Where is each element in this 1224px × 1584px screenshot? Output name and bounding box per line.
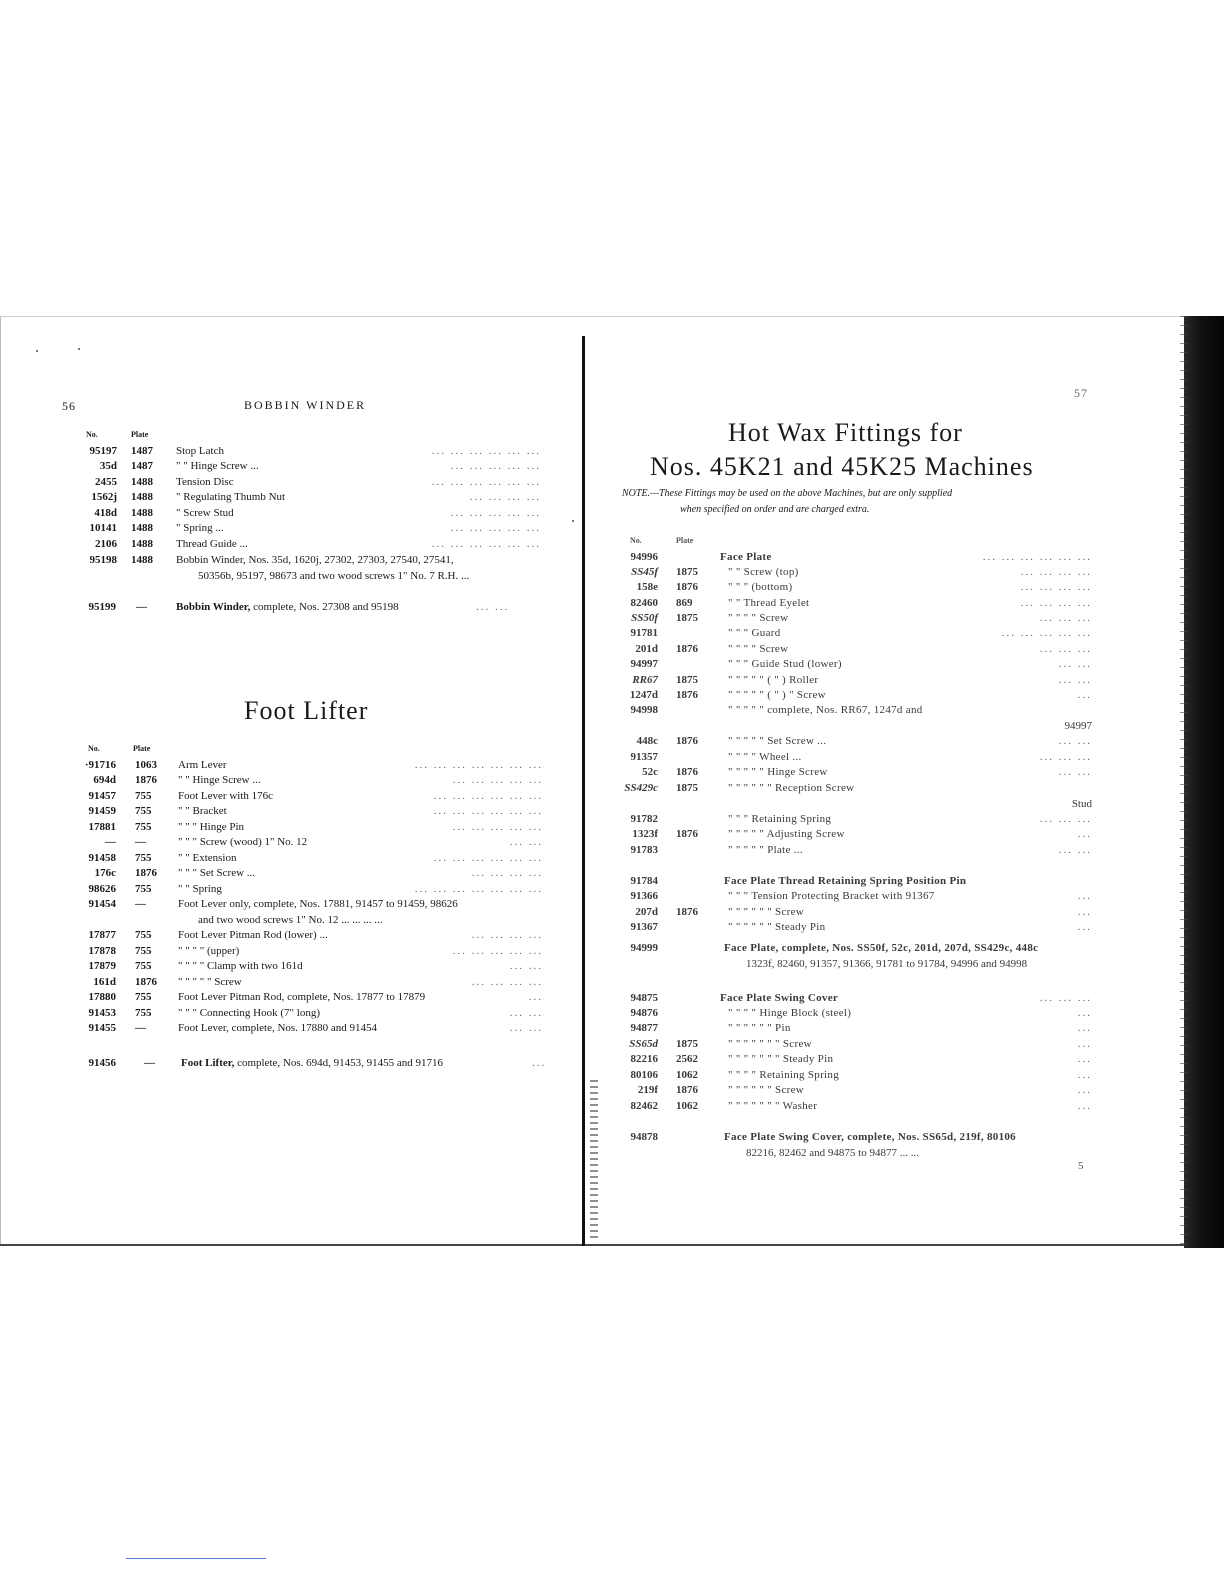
plate-no: 1487 <box>131 460 153 472</box>
part-desc: " " " " " " " Steady Pin <box>728 1053 834 1065</box>
part-no: ·91716 <box>84 759 116 771</box>
part-no: 98626 <box>88 883 116 895</box>
leader-dots: ... <box>1077 1038 1092 1050</box>
part-desc: " " " " " Plate ... <box>728 844 803 856</box>
leader-dots: ... <box>1077 689 1092 701</box>
part-no: 17878 <box>88 945 116 957</box>
part-desc: Thread Guide ... <box>176 538 248 550</box>
part-desc: " " " Guard <box>728 627 781 639</box>
part-desc: Bobbin Winder, Nos. 35d, 1620j, 27302, 27303, 27540, 27541, <box>176 554 454 566</box>
table-row <box>0 1068 1180 1083</box>
leader-dots: ... ... ... <box>1039 612 1092 624</box>
table-row <box>0 1083 1180 1098</box>
part-desc: Stop Latch <box>176 445 224 457</box>
table-row <box>0 1006 1180 1021</box>
plate-no: 1876 <box>135 774 157 786</box>
plate-no: 755 <box>135 1007 152 1019</box>
table-row <box>0 734 1180 749</box>
leader-dots: ... <box>1077 1007 1092 1019</box>
part-desc-bold: Foot Lifter, <box>181 1057 235 1069</box>
part-desc-continued: 82216, 82462 and 94875 to 94877 ... ... <box>746 1147 919 1159</box>
plate-no: 869 <box>676 597 693 609</box>
table-row <box>0 1021 1180 1036</box>
part-no: 201d <box>635 643 658 655</box>
leader-dots: ... ... <box>509 1022 543 1034</box>
leader-dots: ... <box>1077 921 1092 933</box>
part-no: 1562j <box>91 491 117 503</box>
part-desc-continued: 1323f, 82460, 91357, 91366, 91781 to 91784, 94996 and 94998 <box>746 958 1028 970</box>
plate-no: 1488 <box>131 491 153 503</box>
part-desc: Foot Lever Pitman Rod (lower) ... <box>178 929 328 941</box>
part-desc: Face Plate Swing Cover, complete, Nos. SS65d, 219f, 80106 <box>724 1131 1016 1143</box>
leader-dots: ... ... ... ... ... <box>450 522 541 534</box>
part-no: 694d <box>93 774 116 786</box>
part-desc: " " " Set Screw ... <box>178 867 256 879</box>
col-header-no: No. <box>86 430 98 439</box>
table-row <box>0 781 1180 810</box>
part-desc: " " Extension <box>178 852 237 864</box>
table-row <box>0 1037 1180 1052</box>
leader-dots: ... <box>1077 1022 1092 1034</box>
leader-dots: ... ... ... ... ... ... <box>431 538 541 550</box>
part-no: SS45f <box>631 566 658 578</box>
part-no: 17877 <box>88 929 116 941</box>
table-row <box>0 843 1180 858</box>
col-header-plate: Plate <box>131 430 149 439</box>
leader-dots: ... ... ... ... <box>471 929 543 941</box>
leader-dots: ... ... ... ... ... ... <box>431 445 541 457</box>
part-no: 94878 <box>630 1131 658 1143</box>
part-desc-continued: 50356b, 95197, 98673 and two wood screws 1" No. 7 R.H. ... <box>198 570 470 582</box>
part-no: 1247d <box>629 689 658 701</box>
hot-wax-title-line1: Hot Wax Fittings for <box>728 418 963 447</box>
plate-no: 1876 <box>135 976 157 988</box>
part-no: 91453 <box>88 1007 116 1019</box>
part-desc: " " " " Hinge Block (steel) <box>728 1007 852 1019</box>
part-desc: " " Hinge Screw ... <box>176 460 259 472</box>
plate-no: 755 <box>135 883 152 895</box>
part-no: 82460 <box>630 597 658 609</box>
table-row <box>0 991 1180 1006</box>
leader-dots: ... ... ... ... ... <box>450 460 541 472</box>
part-no: 94997 <box>630 658 658 670</box>
part-desc-continued: Stud <box>1071 798 1092 810</box>
part-no: 94999 <box>630 942 658 954</box>
part-desc: " " " Guide Stud (lower) <box>728 658 842 670</box>
leader-dots: ... ... ... ... <box>471 976 543 988</box>
plate-no: — <box>135 836 146 848</box>
leader-dots: ... ... ... ... <box>1020 597 1092 609</box>
leader-dots: ... ... <box>1058 674 1092 686</box>
table-row <box>0 812 1180 827</box>
speck <box>36 350 38 352</box>
plate-no: 1875 <box>676 674 698 686</box>
leader-dots: ... ... ... <box>1039 992 1092 1004</box>
part-desc: Face Plate <box>720 551 772 563</box>
leader-dots: ... ... ... ... ... <box>1001 627 1092 639</box>
part-desc: Foot Lever only, complete, Nos. 17881, 91457 to 91459, 98626 <box>178 898 458 910</box>
leader-dots: ... ... <box>476 601 510 613</box>
part-desc-continued: 94997 <box>1064 720 1092 732</box>
table-row <box>0 920 1180 935</box>
part-no: 91459 <box>88 805 116 817</box>
table-row <box>0 905 1180 920</box>
part-no: 52c <box>642 766 658 778</box>
part-no: 2106 <box>95 538 117 550</box>
scan-edge-specks <box>1180 316 1188 1248</box>
table-row <box>0 874 1180 889</box>
part-desc: " " " " " " Screw <box>728 906 805 918</box>
part-desc: complete, Nos. 27308 and 95198 <box>250 601 399 613</box>
plate-no: 755 <box>135 991 152 1003</box>
part-no: 82462 <box>630 1100 658 1112</box>
plate-no: 1876 <box>676 906 698 918</box>
part-desc: Face Plate, complete, Nos. SS50f, 52c, 201d, 207d, SS429c, 448c <box>724 942 1039 954</box>
plate-no: 1488 <box>131 554 153 566</box>
part-desc: " " Hinge Screw ... <box>178 774 261 786</box>
plate-no: 1062 <box>676 1100 698 1112</box>
col-header-no: No. <box>88 744 100 753</box>
leader-dots: ... <box>1077 1053 1092 1065</box>
table-row <box>0 642 1180 657</box>
plate-no: — <box>135 898 146 910</box>
table-row <box>0 490 580 505</box>
part-desc: Face Plate Swing Cover <box>720 992 839 1004</box>
leader-dots: ... <box>1077 890 1092 902</box>
part-desc: Foot Lever with 176c <box>178 790 274 802</box>
part-no: 158e <box>636 581 658 593</box>
part-desc: " " " " " Adjusting Screw <box>728 828 845 840</box>
right-page-number: 57 <box>1074 386 1088 400</box>
plate-no: 755 <box>135 821 152 833</box>
part-no: 2455 <box>95 476 117 488</box>
part-desc: " " " " " ( " ) Roller <box>728 674 819 686</box>
part-desc: " " " " " " Reception Screw <box>728 782 855 794</box>
leader-dots: ... <box>1077 828 1092 840</box>
plate-no: 1876 <box>676 828 698 840</box>
part-no: 17880 <box>88 991 116 1003</box>
part-desc: " " " (bottom) <box>728 581 793 593</box>
table-row <box>0 688 1180 703</box>
part-desc: " " " " " " Screw <box>728 1084 805 1096</box>
part-desc: " " " " " " " Screw <box>728 1038 812 1050</box>
part-no: 10141 <box>89 522 117 534</box>
part-no: 91457 <box>88 790 116 802</box>
part-desc: " " Thread Eyelet <box>728 597 810 609</box>
leader-dots: ... ... ... ... ... ... <box>433 852 543 864</box>
leader-dots: ... ... ... ... ... <box>452 821 543 833</box>
part-no: 95199 <box>88 601 116 613</box>
leader-dots: ... ... ... ... <box>469 491 541 503</box>
plate-no: 1876 <box>676 643 698 655</box>
leader-dots: ... ... ... ... ... ... <box>433 790 543 802</box>
part-desc: " " " " Clamp with two 161d <box>178 960 303 972</box>
part-no: 91781 <box>630 627 658 639</box>
part-no: 448c <box>636 735 658 747</box>
hot-wax-title-line2: Nos. 45K21 and 45K25 Machines <box>650 452 1034 481</box>
part-no: 94877 <box>630 1022 658 1034</box>
part-no: 94998 <box>630 704 658 716</box>
part-no: SS429c <box>624 782 658 794</box>
part-no: 35d <box>99 460 117 472</box>
leader-dots: ... <box>528 991 543 1003</box>
plate-no: 755 <box>135 960 152 972</box>
table-row <box>0 1099 1180 1114</box>
part-desc: Tension Disc <box>176 476 234 488</box>
part-no: 418d <box>94 507 117 519</box>
plate-no: — <box>136 601 147 613</box>
plate-no: 1876 <box>676 689 698 701</box>
part-desc-bold: Bobbin Winder, <box>176 601 251 613</box>
part-desc: " " " " " ( " ) " Screw <box>728 689 826 701</box>
left-running-head: BOBBIN WINDER <box>244 398 367 412</box>
part-no: 17881 <box>88 821 116 833</box>
plate-no: 1063 <box>135 759 157 771</box>
part-no: 91784 <box>630 875 658 887</box>
part-desc: " Screw Stud <box>176 507 234 519</box>
speck <box>78 348 80 350</box>
plate-no: 1875 <box>676 782 698 794</box>
leader-dots: ... ... ... ... ... ... <box>433 805 543 817</box>
part-no: 176c <box>94 867 116 879</box>
part-desc: " Regulating Thumb Nut <box>176 491 286 503</box>
leader-dots: ... ... <box>1058 844 1092 856</box>
part-no: 91456 <box>88 1057 116 1069</box>
part-desc: " " " Retaining Spring <box>728 813 832 825</box>
leader-dots: ... ... ... ... ... <box>452 945 543 957</box>
table-row <box>0 521 580 536</box>
part-no: 219f <box>637 1084 658 1096</box>
leader-dots: ... ... ... ... ... <box>450 507 541 519</box>
part-no: 91367 <box>630 921 658 933</box>
part-desc: " " " " Screw <box>728 643 789 655</box>
leader-dots: ... ... ... ... <box>1020 566 1092 578</box>
part-no: 82216 <box>630 1053 658 1065</box>
part-desc: " " " " Wheel ... <box>728 751 802 763</box>
part-desc: Arm Lever <box>178 759 227 771</box>
table-row <box>0 506 580 521</box>
part-no: RR67 <box>632 674 658 686</box>
part-no: SS65d <box>629 1038 658 1050</box>
leader-dots: ... <box>1077 1069 1092 1081</box>
table-row <box>0 596 1180 611</box>
part-no: 1323f <box>632 828 658 840</box>
table-row <box>0 889 1180 904</box>
leader-dots: ... ... <box>509 960 543 972</box>
leader-dots: ... ... ... ... ... ... ... <box>414 759 543 771</box>
leader-dots: ... ... ... ... ... ... ... <box>414 883 543 895</box>
table-row <box>0 626 1180 641</box>
plate-no: 1875 <box>676 1038 698 1050</box>
leader-dots: ... ... ... ... <box>1020 581 1092 593</box>
table-row <box>0 975 580 990</box>
part-desc: Foot Lever, complete, Nos. 17880 and 91454 <box>178 1022 378 1034</box>
part-desc: Foot Lever Pitman Rod, complete, Nos. 17877 to 17879 <box>178 991 426 1003</box>
plate-no: 1488 <box>131 476 153 488</box>
signature-mark: 5 <box>1078 1160 1084 1172</box>
part-desc: " " " Screw (wood) 1" No. 12 <box>178 836 308 848</box>
part-no: 91454 <box>88 898 116 910</box>
table-row <box>0 459 580 474</box>
part-desc: " " " " " " Pin <box>728 1022 791 1034</box>
part-desc: " " Bracket <box>178 805 227 817</box>
leader-dots: ... ... <box>1058 658 1092 670</box>
table-row <box>0 475 580 490</box>
plate-no: 1876 <box>676 581 698 593</box>
table-row <box>0 827 1180 842</box>
note-line1: NOTE.—These Fittings may be used on the above Machines, but are only supplied <box>622 488 953 499</box>
plate-no: 755 <box>135 805 152 817</box>
part-no: 17879 <box>88 960 116 972</box>
part-desc: " " " " Retaining Spring <box>728 1069 840 1081</box>
plate-no: 1876 <box>676 1084 698 1096</box>
part-desc: complete, Nos. 694d, 91453, 91455 and 91716 <box>234 1057 444 1069</box>
part-desc: " " " " " Hinge Screw <box>728 766 828 778</box>
plate-no: 2562 <box>676 1053 698 1065</box>
part-desc: " Spring ... <box>176 522 224 534</box>
table-row <box>0 673 1180 688</box>
part-no: 91458 <box>88 852 116 864</box>
part-desc: " " " " " complete, Nos. RR67, 1247d and <box>728 704 923 716</box>
leader-dots: ... <box>1077 1084 1092 1096</box>
part-desc: " " " " (upper) <box>178 945 240 957</box>
part-desc: " " " " " Screw <box>178 976 242 988</box>
part-desc: " " " Hinge Pin <box>178 821 245 833</box>
leader-dots: ... <box>1077 1100 1092 1112</box>
leader-dots: ... ... ... <box>1039 751 1092 763</box>
table-row <box>0 1052 1180 1067</box>
plate-no: 755 <box>135 945 152 957</box>
part-no: 161d <box>93 976 116 988</box>
plate-no: 755 <box>135 852 152 864</box>
table-row <box>0 657 1180 672</box>
left-page-number: 56 <box>62 399 76 413</box>
foot-lifter-title: Foot Lifter <box>244 696 369 725</box>
part-no: 80106 <box>630 1069 658 1081</box>
table-row <box>0 550 1180 565</box>
part-no: SS50f <box>631 612 658 624</box>
leader-dots: ... ... ... ... <box>471 867 543 879</box>
part-no: — <box>105 836 116 848</box>
plate-no: 1876 <box>135 867 157 879</box>
leader-dots: ... ... <box>1058 735 1092 747</box>
plate-no: 1876 <box>676 766 698 778</box>
part-desc: " " " Connecting Hook (7" long) <box>178 1007 321 1019</box>
part-no: 91366 <box>630 890 658 902</box>
table-row <box>0 703 1180 732</box>
part-no: 95197 <box>89 445 117 457</box>
part-desc: " " " " " " " Washer <box>728 1100 818 1112</box>
table-row <box>0 611 1180 626</box>
table-row <box>0 959 580 974</box>
col-header-no: No. <box>630 536 642 545</box>
scan-bottom-edge <box>0 1244 1210 1246</box>
plate-no: 1487 <box>131 445 153 457</box>
plate-no: 1875 <box>676 612 698 624</box>
leader-dots: ... ... ... ... ... ... <box>982 551 1092 563</box>
plate-no: 755 <box>135 929 152 941</box>
part-no: 94875 <box>630 992 658 1004</box>
table-row <box>0 444 580 459</box>
leader-dots: ... ... <box>509 836 543 848</box>
table-row <box>0 1130 1180 1159</box>
leader-dots: ... ... ... ... ... <box>452 774 543 786</box>
blue-underline-mark <box>126 1558 266 1559</box>
part-no: 91783 <box>630 844 658 856</box>
plate-no: 1062 <box>676 1069 698 1081</box>
part-desc: Face Plate Thread Retaining Spring Position Pin <box>724 875 967 887</box>
scan-top-edge <box>0 316 1190 317</box>
plate-no: 755 <box>135 790 152 802</box>
table-row <box>0 580 1180 595</box>
leader-dots: ... ... ... ... ... ... <box>431 476 541 488</box>
col-header-plate: Plate <box>676 536 694 545</box>
plate-no: 1876 <box>676 735 698 747</box>
part-desc: " " Screw (top) <box>728 566 799 578</box>
leader-dots: ... <box>532 1057 547 1069</box>
plate-no: 1875 <box>676 566 698 578</box>
plate-no: 1488 <box>131 507 153 519</box>
part-no: 91782 <box>630 813 658 825</box>
leader-dots: ... <box>1077 906 1092 918</box>
table-row <box>0 765 1180 780</box>
part-no: 94876 <box>630 1007 658 1019</box>
leader-dots: ... ... ... <box>1039 643 1092 655</box>
part-no: 94996 <box>630 551 658 563</box>
plate-no: 1488 <box>131 538 153 550</box>
plate-no: — <box>135 1022 146 1034</box>
leader-dots: ... ... <box>1058 766 1092 778</box>
part-no: 95198 <box>89 554 117 566</box>
part-desc: " " " " Screw <box>728 612 789 624</box>
leader-dots: ... ... ... <box>1039 813 1092 825</box>
plate-no: 1488 <box>131 522 153 534</box>
scan-dark-right-edge <box>1184 316 1224 1248</box>
leader-dots: ... ... <box>509 1007 543 1019</box>
part-no: 91357 <box>630 751 658 763</box>
part-desc: " " " Tension Protecting Bracket with 91367 <box>728 890 935 902</box>
part-desc: " " " " " Set Screw ... <box>728 735 827 747</box>
table-row <box>0 750 1180 765</box>
part-desc-continued: and two wood screws 1" No. 12 ... ... ... ... <box>198 914 383 926</box>
part-no: 91455 <box>88 1022 116 1034</box>
part-no: 207d <box>635 906 658 918</box>
part-desc: " " Spring <box>178 883 222 895</box>
plate-no: — <box>144 1057 155 1069</box>
col-header-plate: Plate <box>133 744 151 753</box>
part-desc: " " " " " " Steady Pin <box>728 921 826 933</box>
table-row <box>0 565 1180 580</box>
note-line2: when specified on order and are charged extra. <box>680 504 870 515</box>
